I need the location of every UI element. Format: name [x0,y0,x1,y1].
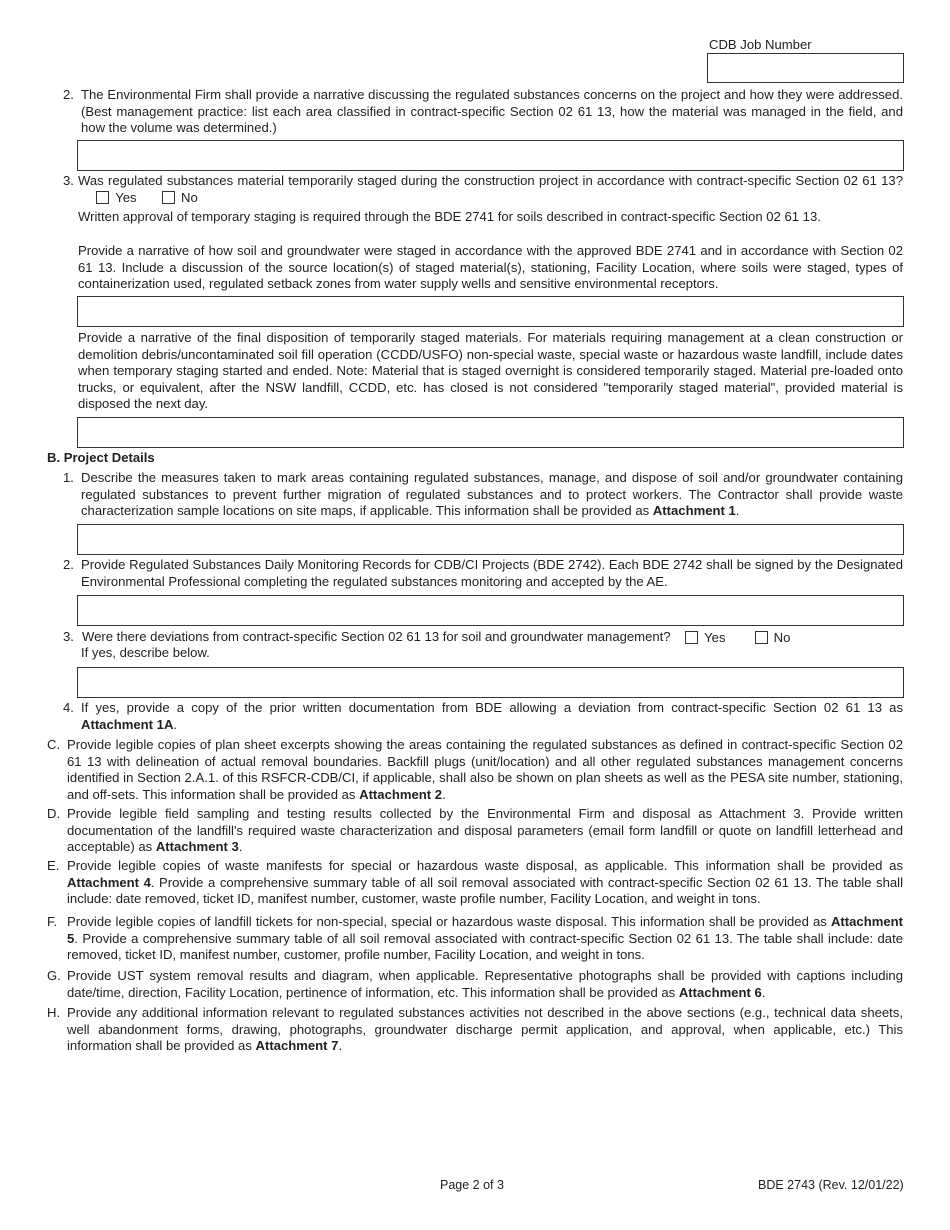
staged-no-option[interactable] [162,190,198,207]
job-number-label: CDB Job Number [709,37,812,52]
deviation-no-option[interactable] [755,630,791,647]
item-a3-question [78,173,903,206]
item-number: 2. [63,87,74,102]
section-c-body: Provide legible copies of plan sheet excerpts showing the areas containing the regulated substances as defined in contract-specific Section 02 61 13 with delineation of actual removal boundaries. Backfill plugs (unit/location) and all other regulated substances management concerns identified in Section 2.A.1. of this RSFCR-CDB/CI, if applicable, shall also be shown on plan sheets as well as the PESA site number, stationing, and off-sets. This information shall be provided as [67,737,903,802]
item-a2-text: The Environmental Firm shall provide a narrative discussing the regulated substances concerns on the project and how they were addressed. (Best management practice: list each area classified in contract-specific Section 02 61 13, how the material was managed in the field, and how the volume was determined.) [81,87,903,135]
item-a3-narrative2: Provide a narrative of the final disposition of temporarily staged materials. For materials requiring management at a clean construction or demolition debris/uncontaminated soil fill operation (CCDD/USFO) non-special waste, special waste or hazardous waste landfill, include dates when temporary staging started and ended. Note: Material that is staged overnight is considered temporarily staged. Material pre-loaded onto trucks, or equivalent, after the NSW landfill, CCDD, etc. has closed is not considered "temporarily staged material", provided material is disposed the next day. [78,330,903,411]
attachment-ref: Attachment 4 [67,874,151,890]
staged-yes-label: Yes [115,189,137,205]
attachment-ref: Attachment 2 [359,786,443,802]
item-b4-text [81,700,903,733]
item-number: 4. [63,700,74,715]
section-letter: H. [47,1005,61,1020]
item-b2-text: Provide Regulated Substances Daily Monitoring Records for CDB/CI Projects (BDE 2742). Each BDE 2742 shall be signed by the Designated Environmental Professional completing the regulated substances monitoring and accepted by the AE. [81,557,903,589]
page-number: Page 2 of 3 [440,1178,504,1192]
deviation-yes-label: Yes [704,630,726,645]
item-b1-end: . [735,503,740,518]
attachment-ref: Attachment 7 [255,1038,339,1053]
item-b1-text [81,470,903,520]
section-e-body: Provide legible copies of waste manifests for special or hazardous waste disposal, as applicable. This information shall be provided as [67,858,903,873]
section-g-end: . [761,984,766,1000]
staged-no-checkbox[interactable] [162,191,175,204]
section-letter: F. [47,914,58,929]
section-d-end: . [238,839,243,854]
section-c-text [67,737,903,803]
deviation-yes-option[interactable] [685,630,725,647]
section-g-body: Provide UST system removal results and diagram, when applicable. Representative photographs shall be provided with captions including date/time, direction, Facility Location, pertinence of information, etc. This information shall be provided as [67,968,903,1000]
item-number: 2. [63,557,74,572]
section-f-text [67,914,903,964]
section-f-body: Provide legible copies of landfill tickets for non-special, special or hazardous waste disposal. This information shall be provided as [67,914,831,929]
item-a3-answer1[interactable] [77,296,904,327]
section-f-end: . Provide a comprehensive summary table of all soil removal associated with contract-specific Section 02 61 13. The table shall include: date removed, ticket ID, manifest number, customer, profile number, Facility Location, and weight in tons. [67,930,903,962]
deviation-yes-checkbox[interactable] [685,631,698,644]
item-b3-question [82,629,904,647]
deviation-no-label: No [773,630,791,645]
item-b1-body: Describe the measures taken to mark areas containing regulated substances, manage, and dispose of soil and/or groundwater containing regulated substances to prevent further migration of regulated substances and to protect workers. The Contractor shall provide waste characterization sample locations on site maps, if applicable. This information shall be provided as [81,470,903,518]
section-e-text [67,858,903,908]
section-e-end: . Provide a comprehensive summary table of all soil removal associated with contract-specific Section 02 61 13. The table shall include: date removed, ticket ID, manifest number, customer, waste profile number, Facility Location, and weight in tons. [67,874,903,906]
attachment-ref: Attachment 6 [678,984,762,1000]
section-h-body: Provide any additional information relevant to regulated substances activities not described in the above sections (e.g., technical data sheets, well abandonment forms, drawing, photographs, groundwater discharge permit application, and approval, when applicable, etc.) This information shall be provided as [67,1005,903,1053]
section-b-heading: B. Project Details [47,450,155,465]
section-letter: C. [47,737,61,752]
item-number: 3. [63,629,74,644]
item-a3-narrative1: Provide a narrative of how soil and groundwater were staged in accordance with the approved BDE 2741 and in accordance with Section 02 61 13. Include a discussion of the source location(s) of staged material(s), stationing, Facility Location, where soils were staged, types of containerization used, regulated setback zones from water supply wells and sensitive environmental receptors. [78,243,903,291]
attachment-ref: Attachment 5 [67,914,903,946]
attachment-ref: Attachment 1A [81,716,174,732]
item-b3-sub: If yes, describe below. [81,645,210,660]
staged-yes-checkbox[interactable] [96,191,109,204]
item-a2-answer[interactable] [77,140,904,171]
attachment-ref: Attachment 1 [652,503,736,518]
item-a3-text: Was regulated substances material temporarily staged during the construction project in accordance with contract-specific Section 02 61 13? [78,173,903,188]
section-letter: G. [47,968,61,983]
staged-yes-option[interactable] [96,190,136,207]
item-number: 1. [63,470,74,485]
item-number: 3. [63,173,74,188]
section-letter: E. [47,858,60,873]
item-a3-answer2[interactable] [77,417,904,448]
section-d-body: Provide legible field sampling and testing results collected by the Environmental Firm and disposal as Attachment 3. Provide written documentation of the landfill's required waste characterization and disposal parameters (email form landfill or quote on landfill letterhead and acceptable) as [67,806,903,854]
job-number-input[interactable] [707,53,904,83]
item-b4-end: . [173,716,178,732]
deviation-no-checkbox[interactable] [755,631,768,644]
section-g-text [67,968,903,1001]
item-b1-answer[interactable] [77,524,904,555]
item-b2-answer[interactable] [77,595,904,626]
item-a3-note: Written approval of temporary staging is required through the BDE 2741 for soils described in contract-specific Section 02 61 13. [78,209,821,224]
section-letter: D. [47,806,61,821]
item-b3-answer[interactable] [77,667,904,698]
section-c-end: . [442,786,446,802]
staged-no-label: No [181,189,198,205]
section-h-end: . [338,1038,343,1053]
form-number: BDE 2743 (Rev. 12/01/22) [758,1178,904,1192]
section-h-text [67,1005,903,1055]
section-d-text [67,806,903,856]
item-b3-text: Were there deviations from contract-specific Section 02 61 13 for soil and groundwater management? [82,629,671,644]
attachment-ref: Attachment 3 [155,839,239,854]
item-b4-body: If yes, provide a copy of the prior written documentation from BDE allowing a deviation from contract-specific Section 02 61 13 as [81,700,903,715]
